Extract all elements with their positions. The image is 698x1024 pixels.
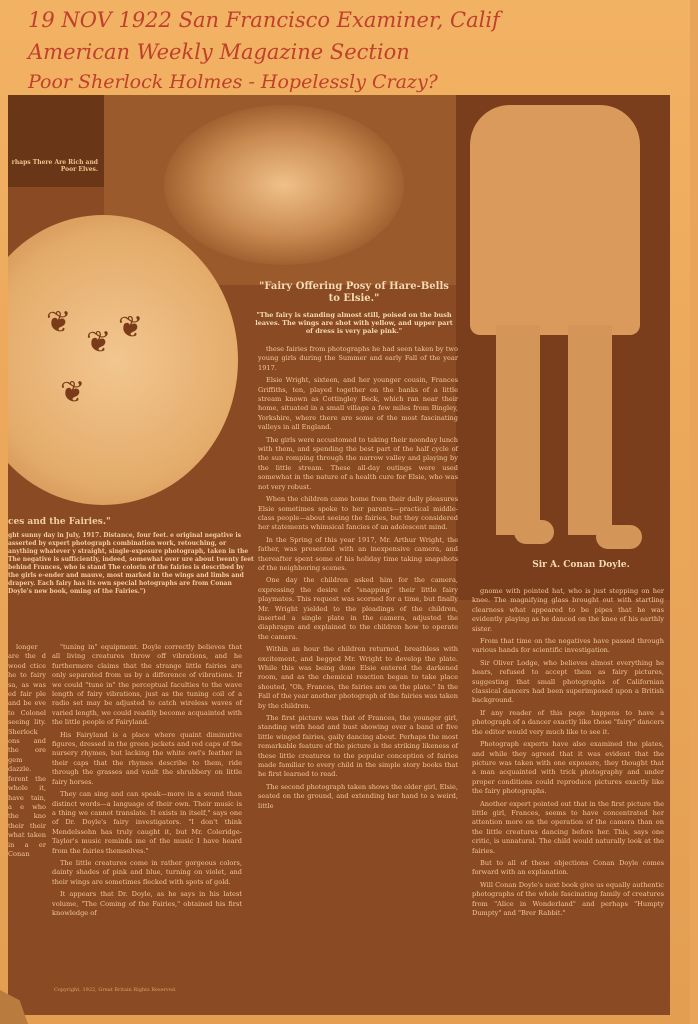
article-column-3 bbox=[258, 345, 458, 814]
doyle-figure-body bbox=[470, 105, 640, 335]
fairy-figure-icon: ❦ bbox=[86, 325, 112, 360]
doyle-caption: Sir A. Conan Doyle. bbox=[532, 560, 630, 570]
paragraph: The little creatures come in rather gorgeous colors, dainty shades of pink and blue, turning on violet, and their wings are sometimes flecked with spots of gold. bbox=[52, 858, 242, 886]
fairy-glow bbox=[164, 105, 404, 265]
paragraph: His Fairyland is a place where quaint diminutive figures, dressed in the green jackets and red caps of the nursery rhymes, but lacking the white owl's feather in their caps that the rhymes describe to them, ride through the grasses and vault the shrubbery on little fairy horses. bbox=[52, 730, 242, 786]
paragraph: Sir Oliver Lodge, who believes almost everything he hears, refused to accept them as fairy pictures, suggesting that small photographs of Californian classical dancers had been superimposed upon a British background. bbox=[472, 658, 664, 705]
article-column-4 bbox=[472, 587, 664, 921]
paragraph: One day the children asked him for the camera, expressing the desire of "snapping" their little fairy playmates. This request was scorned for a time, but finally Mr. Wright yielded to the pleadings of the children, inserted a single plate in the camera, adjusted the diaphragm and explained to the children how to operate the camera. bbox=[258, 576, 458, 641]
paragraph: Will Conan Doyle's next book give us equally authentic photographs of the whole fascinating family of creatures from "Alice in Wonderland" and perhaps "Humpty Dumpty" and "Brer Rabbit." bbox=[472, 880, 664, 917]
paragraph: these fairies from photographs he had seen taken by two young girls during the Summer and early Fall of the year 1917. bbox=[258, 345, 458, 372]
paragraph: From that time on the negatives have passed through various hands for scientific investigation. bbox=[472, 637, 664, 655]
circle-caption-title: ces and the Fairies." bbox=[8, 517, 111, 527]
paragraph: Within an hour the children returned, breathless with excitement, and begged Mr. Wright to develop the plate. While this was being done Elsie entered the darkened room, and as the chemical reaction began to take place shouted, "Oh, Frances, the fairies are on the plate." In the Fall of the year another photograph of the fairies was taken by the children. bbox=[258, 645, 459, 710]
doyle-figure-foot bbox=[596, 525, 642, 549]
paragraph: If any reader of this page happens to have a photograph of a dancer exactly like those "fairy" dancers the editor would very much like to see it. bbox=[472, 708, 664, 736]
elves-photo bbox=[8, 95, 104, 187]
paragraph: The second photograph taken shows the older girl, Elsie, seated on the ground, and extending her hand to a weird, little bbox=[258, 782, 458, 810]
hare-bells-caption bbox=[254, 281, 454, 335]
article-column-1 bbox=[8, 643, 46, 862]
doyle-figure-foot bbox=[514, 520, 554, 544]
handwritten-headline: Poor Sherlock Holmes - Hopelessly Crazy? bbox=[28, 71, 438, 93]
paragraph: "tuning in" equipment. Doyle correctly believes that all living creatures throw off vibrations, and he furthermore claims that the strange little fairies are only separated from us by a difference of vibrations. If we could "tune in" the perceptual faculties to the wave length of fairy vibrations, just as the tuning coil of a radio set may be adjusted to catch wireless waves of varied length, we could readily become acquainted with the little people of Fairyland. bbox=[52, 643, 242, 727]
conan-doyle-photo bbox=[456, 95, 670, 600]
paragraph: When the children came home from their daily pleasures Elsie sometimes spoke to her parents—practical middle-class people—about seeing the fairies, but they considered her statements whimsical fancies of an adolescent mind. bbox=[258, 495, 458, 532]
paragraph: But to all of these objections Conan Doyle comes forward with an explanation. bbox=[472, 858, 664, 877]
fairy-figure-icon: ❦ bbox=[118, 310, 144, 345]
clipping-print bbox=[8, 95, 670, 1015]
paragraph: gnome with pointed hat, who is just stepping on her knee. The magnifying glass brought out with startling clearness what appeared to be pipes that he was evidently playing as he danced on the knee of his earthly sister. bbox=[472, 587, 664, 633]
circle-caption-text: ght sunny day in July, 1917. Distance, four feet. e original negative is asserted by expert photograph combination work, retouching, or anything whatever y straight, single-exposure photograph, taken in the The negative is sufficiently, indeed, somewhat over ure about twenty feet behind Frances, who is stand The colorin of the fairies is described by the girls e-ender and mauve, most marked in the wings and limbs and drapery. Each fairy has its own special hotographs are from Conan Doyle's new book, oming of the Fairies.") bbox=[8, 532, 254, 595]
handwritten-date-source: 19 NOV 1922 San Francisco Examiner, Calif bbox=[28, 8, 500, 32]
fairy-figure-icon: ❦ bbox=[46, 305, 72, 340]
elves-caption: rhaps There Are Rich and Poor Elves. bbox=[11, 159, 98, 173]
paragraph: Photograph experts have also examined the plates, and while they agreed that it was evident that the picture was taken with one exposure, they thought that a man acquainted with trick photography and under proper conditions could reproduce pictures exactly like the fairy photographs. bbox=[472, 740, 664, 796]
paragraph: The girls were accustomed to taking their noonday lunch with them, and spending the best part of the half cycle of the sun romping through the narrow valley and playing by the little stream. These all-day outings were used somewhat in the nature of a health cure for Elsie, who was not very robust. bbox=[258, 435, 458, 491]
handwritten-section: American Weekly Magazine Section bbox=[28, 40, 410, 64]
copyright-line: Copyright, 1922, Great Britain Rights Reserved. bbox=[54, 987, 177, 993]
column-1-text: longer are the d wood ctice he to fairy sa, as was ed fair ple and be eve to Colonel seeing lity. Sherlock ons and the ore gem dazzle. ferent the whole it, have tain, a e who the kno their their what taken in a er Conan bbox=[8, 643, 46, 858]
paragraph: They can sing and can speak—more in a sound than distinct words—a language of their own. Their music is a thing we cannot translate. It exists in itself," says one of Dr. Doyle's fairy investigators. "I don't think Mendelssohn has truly caught it, but Mr. Coleridge-Taylor's music reminds me of the music I have heard from the fairies themselves." bbox=[52, 790, 242, 855]
doyle-figure-leg bbox=[568, 325, 612, 535]
paragraph: It appears that Dr. Doyle, as he says in his latest volume, "The Coming of the Fairies," obtained his first knowledge of bbox=[52, 890, 242, 917]
doyle-figure-leg bbox=[496, 325, 540, 535]
hare-bells-caption-title: "Fairy Offering Posy of Hare-Bells to Elsie." bbox=[259, 281, 449, 304]
circle-photo-caption bbox=[8, 517, 256, 596]
paragraph: Elsie Wright, sixteen, and her younger cousin, Frances Griffiths, ten, played together on the banks of a little stream known as Cottingley Beck, which ran near their home, situated in a small village a few miles from Bingley, Yorkshire, where there are some of the most fascinating valleys in all England. bbox=[258, 376, 458, 432]
fairy-figure-icon: ❦ bbox=[60, 375, 86, 410]
paragraph: The first picture was that of Frances, the younger girl, standing with head and bust showing over a band of five little winged fairies, gaily dancing about. Perhaps the most remarkable feature of the picture is the striking likeness of these little creatures to the popular conception of fairies made familiar to every child in the simple story books that he first learned to read. bbox=[258, 714, 458, 779]
paragraph: Another expert pointed out that in the first picture the little girl, Frances, seems to have concentrated her attention more on the operation of the camera than on the little creatures dancing before her. This, says one critic, is unnatural. The child would naturally look at the fairies. bbox=[472, 799, 664, 855]
article-column-2 bbox=[52, 643, 242, 921]
paragraph: In the Spring of this year 1917, Mr. Arthur Wright, the father, was presented with an inexpensive camera, and thereafter spent some of his holiday time taking snapshots of the neighboring scenes. bbox=[258, 535, 458, 572]
hare-bells-caption-text: "The fairy is standing almost still, poised on the bush leaves. The wings are shot with yellow, and upper part of dress is very pale pink." bbox=[255, 311, 453, 335]
